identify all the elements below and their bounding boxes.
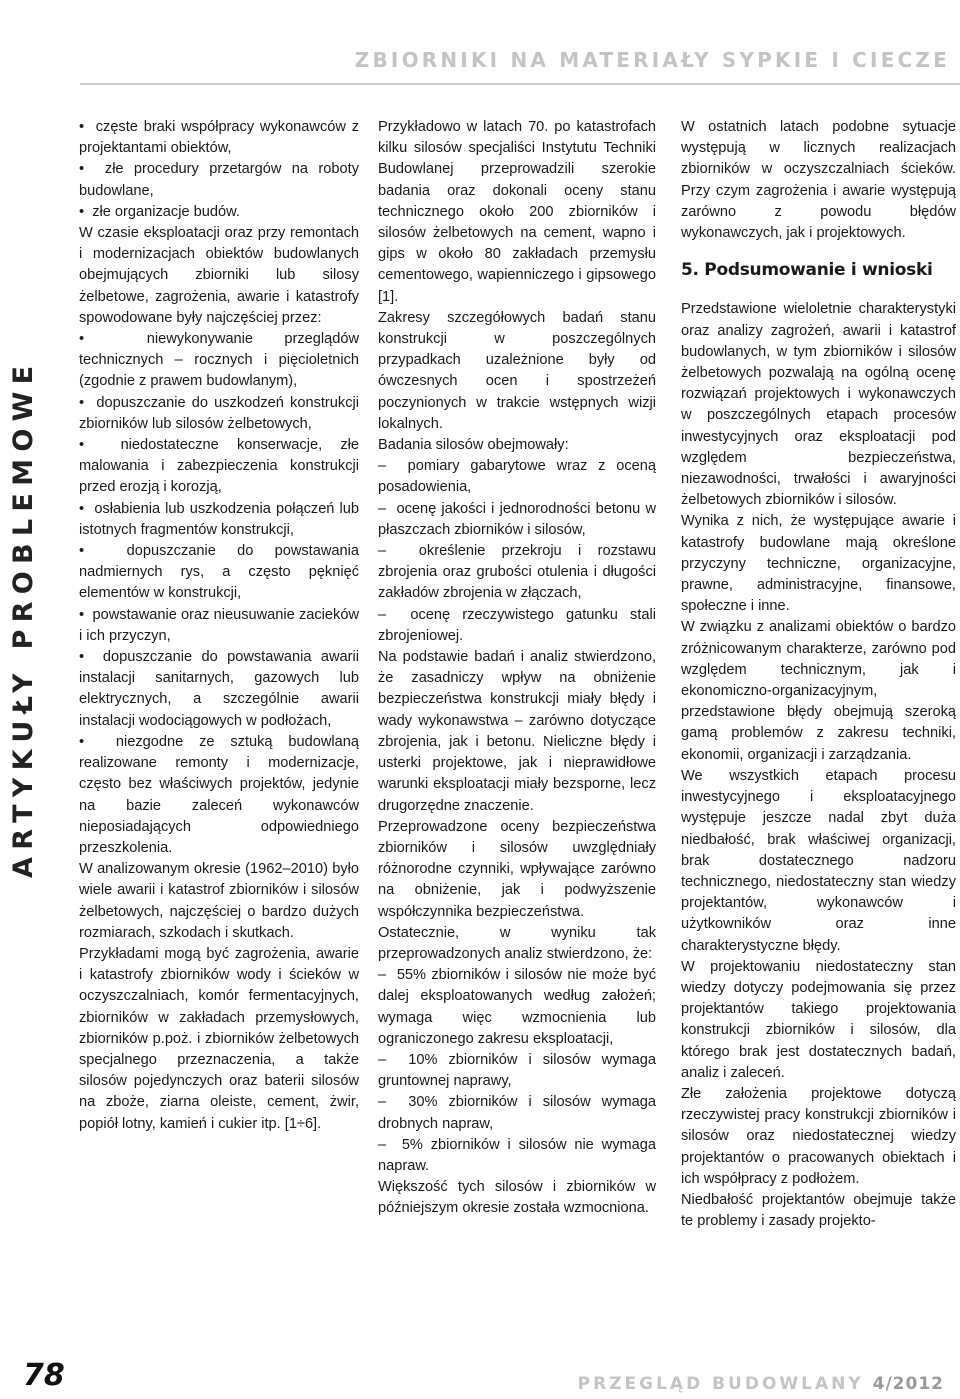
bullet-item: • powstawanie oraz nieusuwanie zacieków i ich przyczyn, bbox=[79, 605, 359, 647]
dash-item: – pomiary gabarytowe wraz z oceną posadowienia, bbox=[378, 456, 656, 498]
paragraph: Przeprowadzone oceny bezpieczeństwa zbiorników i silosów uwzględniały różnorodne czynniki, wpływające zarówno na obniżenie, jak i podwyższenie współczynnika bezpieczeństwa. bbox=[378, 818, 656, 920]
dash-item: – 55% zbiorników i silosów nie może być dalej eksploatowanych według założeń; wymaga więc wzmocnienia lub ograniczonego zakresu eksploatacji, bbox=[378, 965, 656, 1050]
column-3-body bbox=[681, 299, 956, 1232]
bullet-item: • dopuszczanie do uszkodzeń konstrukcji zbiorników lub silosów żelbetowych, bbox=[79, 393, 359, 435]
paragraph: Większość tych silosów i zbiorników w późniejszym okresie została wzmocniona. bbox=[378, 1179, 656, 1217]
bullet-item: • częste braki współpracy wykonawców z projektantami obiektów, bbox=[79, 117, 359, 159]
footer bbox=[578, 1374, 944, 1394]
paragraph: W ostatnich latach podobne sytuacje występują w licznych realizacjach zbiorników w oczyszczalniach ścieków. Przy czym zagrożenia i awarie występują zarówno z powodu błędów wykonawczych, jak i projektowych. bbox=[681, 119, 956, 242]
bullet-item: • niedostateczne konserwacje, złe malowania i zabezpieczenia konstrukcji przed erozją i korozją, bbox=[79, 435, 359, 499]
issue-number: 4/2012 bbox=[872, 1374, 944, 1394]
magazine-name: PRZEGLĄD BUDOWLANY bbox=[577, 1374, 864, 1394]
bullet-item: • złe procedury przetargów na roboty budowlane, bbox=[79, 159, 359, 201]
paragraph: Przykładowo w latach 70. po katastrofach kilku silosów specjaliści Instytutu Techniki Budowlanej przeprowadzili szerokie badania oraz dokonali oceny stanu technicznego około 200 zbiorników i silosów żelbetowych na cement, wapno i gips w około 80 zakładach przemysłu cementowego, wapienniczego i gipsowego [1]. bbox=[378, 119, 656, 305]
dash-item: – ocenę jakości i jednorodności betonu w płaszczach zbiorników i silosów, bbox=[378, 499, 656, 541]
dash-item: – określenie przekroju i rozstawu zbrojenia oraz grubości otulenia i długości zakładów zbrojenia w złączach, bbox=[378, 541, 656, 605]
column-3-intro bbox=[681, 117, 956, 244]
dash-item: – 5% zbiorników i silosów nie wymaga napraw. bbox=[378, 1135, 656, 1177]
bullet-item: • osłabienia lub uszkodzenia połączeń lub istotnych fragmentów konstrukcji, bbox=[79, 499, 359, 541]
paragraph: Ostatecznie, w wyniku tak przeprowadzonych analiz stwierdzono, że: bbox=[378, 924, 656, 962]
paragraph: Przykładami mogą być zagrożenia, awarie i katastrofy zbiorników wody i ścieków w oczyszczalniach, komór fermentacyjnych, zbiorników w zakładach przemysłowych, zbiorników p.poż. i zbiorników żelbetowych specjalnego przeznaczenia, a także silosów pojedynczych oraz baterii silosów na zboże, ziarna oleiste, cement, żwir, popiół lotny, kamień i cukier itp. [1÷6]. bbox=[79, 945, 359, 1132]
paragraph: Na podstawie badań i analiz stwierdzono, że zasadniczy wpływ na obniżenie bezpieczeństwa konstrukcji miały błędy i wady wykonawstwa – zarówno dotyczące zbrojenia, jak i betonu. Nieliczne błędy i usterki projektowe, jak i nieprawidłowe warunki eksploatacji miały bezsporne, lecz drugorzędne znaczenie. bbox=[378, 649, 656, 814]
paragraph: W analizowanym okresie (1962–2010) było wiele awarii i katastrof zbiorników i silosów żelbetowych, najczęściej o bardzo dużych rozmiarach, szkodach i skutkach. bbox=[79, 861, 359, 941]
text-column-1 bbox=[79, 117, 359, 1135]
dash-item: – ocenę rzeczywistego gatunku stali zbrojeniowej. bbox=[378, 605, 656, 647]
paragraph: Wynika z nich, że występujące awarie i katastrofy budowlane mają określone przyczyny techniczne, organizacyjne, prawne, administracyjne, finansowe, społeczne i inne. bbox=[681, 513, 956, 615]
paragraph: Niedbałość projektantów obejmuje także te problemy i zasady projekto- bbox=[681, 1191, 956, 1230]
dash-item: – 30% zbiorników i silosów wymaga drobnych napraw, bbox=[378, 1092, 656, 1134]
bullet-item: • dopuszczanie do powstawania nadmiernych rys, a często pęknięć elementów w konstrukcji, bbox=[79, 541, 359, 605]
bullet-item: • niezgodne ze sztuką budowlaną realizowane remonty i modernizacje, często bez właściwych projektów, jedynie na bazie zaleceń wykonawców nieposiadających odpowiedniego przeszkolenia. bbox=[79, 732, 359, 859]
dash-item: – 10% zbiorników i silosów wymaga gruntownej naprawy, bbox=[378, 1050, 656, 1092]
paragraph: Zakresy szczegółowych badań stanu konstrukcji w poszczególnych przypadkach uzależnione były od ówczesnych ocen i spostrzeżeń poczynionych w trakcie wstępnych wizji lokalnych. bbox=[378, 309, 656, 432]
paragraph: Badania silosów obejmowały: bbox=[378, 437, 569, 454]
bullet-item: • złe organizacje budów. bbox=[79, 202, 359, 223]
section-heading: 5. Podsumowanie i wnioski bbox=[681, 260, 933, 281]
text-column-3 bbox=[681, 117, 956, 1232]
page-number: 78 bbox=[23, 1358, 65, 1393]
paragraph: W czasie eksploatacji oraz przy remontach i modernizacjach obiektów budowlanych obejmujących zbiorniki lub silosy żelbetowe, zagrożenia, awarie i katastrofy spowodowane były najczęściej przez: bbox=[79, 225, 359, 326]
paragraph: W projektowaniu niedostateczny stan wiedzy dotyczy podejmowania się przez projektantów takiego projektowania konstrukcji zbiorników i silosów, dla którego brak jest dostatecznych badań, analiz i zaleceń. bbox=[681, 958, 956, 1081]
side-section-label: ARTYKUŁY PROBLEMOWE bbox=[8, 358, 39, 878]
bullet-item: • dopuszczanie do powstawania awarii instalacji sanitarnych, gazowych lub elektrycznych, a szczególnie awarii instalacji wodociągowych w podłożach, bbox=[79, 647, 359, 732]
section-title: ZBIORNIKI NA MATERIAŁY SYPKIE I CIECZE bbox=[354, 48, 950, 72]
paragraph: W związku z analizami obiektów o bardzo zróżnicowanym charakterze, zarówno pod względem technicznym, jak i ekonomiczno-organizacyjnym, przedstawione błędy obejmują szeroką gamą problemów z zakresu techniki, ekonomii, organizacji i zarządzania. bbox=[681, 619, 956, 763]
paragraph: Przedstawione wieloletnie charakterystyki oraz analizy zagrożeń, awarii i katastrof budowlanych, w tym zbiorników i silosów żelbetowych pozwalają na ogólną ocenę rozwiązań projektowych i wykonawczych w poszczególnych etapach procesów inwestycyjnych oraz eksploatacji pod względem bezpieczeństwa, niezawodności, trwałości i awaryjności żelbetowych zbiorników i silosów. bbox=[681, 301, 956, 509]
paragraph: We wszystkich etapach procesu inwestycyjnego i eksploatacyjnego występuje jeszcze nadal zbyt duża niedbałość, brak właściwej organizacji, brak dostatecznego nadzoru technicznego, niedostateczny stan wiedzy projektantów, wykonawców i użytkowników oraz inne charakterystyczne błędy. bbox=[681, 767, 956, 954]
bullet-item: • niewykonywanie przeglądów technicznych – rocznych i pięcioletnich (zgodnie z prawem budowlanym), bbox=[79, 329, 359, 393]
header-divider bbox=[80, 83, 960, 85]
text-column-2 bbox=[378, 117, 656, 1220]
paragraph: Złe założenia projektowe dotyczą rzeczywistej pracy konstrukcji zbiorników i silosów oraz niedostatecznej wiedzy projektantów o pracowanych obiektach i ich współpracy z podłożem. bbox=[681, 1085, 956, 1187]
